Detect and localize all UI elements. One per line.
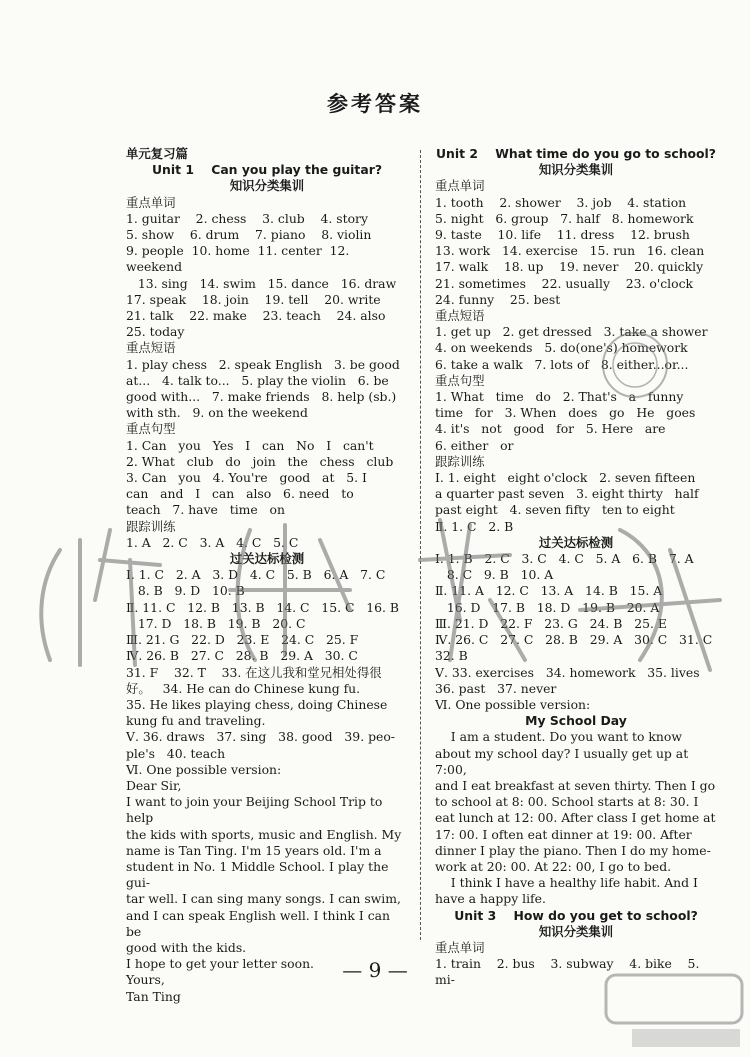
left-text-line: Ⅰ. 1. C 2. A 3. D 4. C 5. B 6. A 7. C: [126, 567, 386, 583]
right-text-line: Ⅰ. 1. B 2. C 3. C 4. C 5. A 6. B 7. A: [435, 551, 694, 567]
left-text-line: 跟踪训练: [126, 518, 176, 534]
left-text-line: 重点单词: [126, 194, 176, 210]
left-text-line: 好。 34. He can do Chinese kung fu.: [126, 680, 361, 696]
right-text-line: Ⅳ. 26. C 27. C 28. B 29. A 30. C 31. C: [435, 632, 713, 648]
right-text-line: Ⅵ. One possible version:: [435, 696, 591, 712]
left-text-line: Dear Sir,: [126, 777, 182, 793]
right-text-line: 重点句型: [435, 372, 485, 388]
left-text-line: Ⅵ. One possible version:: [126, 761, 282, 777]
right-text-line: 32. B: [435, 648, 468, 664]
right-text-line: 36. past 37. never: [435, 680, 557, 696]
right-text-line: I think I have a healthy life habit. And I: [435, 875, 698, 891]
page-title: 参考答案: [327, 92, 423, 116]
left-text-line: Ⅲ. 21. G 22. D 23. E 24. C 25. F: [126, 632, 359, 648]
left-text-line: good with the kids.: [126, 939, 247, 955]
right-text-line: 1. get up 2. get dressed 3. take a shower: [435, 324, 708, 340]
left-text-line: 17. speak 18. join 19. tell 20. write: [126, 291, 381, 307]
right-text-line: 知识分类集训: [538, 923, 614, 939]
right-text-line: Ⅱ. 11. A 12. C 13. A 14. B 15. A: [435, 583, 663, 599]
right-text-line: 6. take a walk 7. lots of 8. either...or...: [435, 356, 689, 372]
left-text-line: 重点短语: [126, 340, 176, 356]
right-text-line: Ⅴ. 33. exercises 34. homework 35. lives: [435, 664, 700, 680]
left-text-line: kung fu and traveling.: [126, 713, 266, 729]
left-text-line: 17. D 18. B 19. B 20. C: [126, 615, 306, 631]
left-text-line: 13. sing 14. swim 15. dance 16. draw: [126, 275, 397, 291]
left-text-line: can and I can also 6. need to: [126, 486, 354, 502]
right-text-line: 1. tooth 2. shower 3. job 4. station: [435, 194, 687, 210]
right-text-line: Unit 2 What time do you go to school?: [436, 146, 716, 161]
left-text-line: student in No. 1 Middle School. I play the gui-: [126, 858, 393, 891]
right-text-line: 重点单词: [435, 178, 485, 194]
right-text-line: 1. What time do 2. That's a funny: [435, 389, 684, 405]
left-text-line: Unit 1 Can you play the guitar?: [151, 162, 383, 178]
right-text-line: 4. on weekends 5. do(one's) homework: [435, 340, 688, 356]
right-text-line: 8. C 9. B 10. A: [435, 567, 554, 583]
left-text-line: 1. guitar 2. chess 3. club 4. story: [126, 210, 368, 226]
right-column: [435, 146, 717, 989]
left-text-line: Ⅱ. 11. C 12. B 13. B 14. C 15. C 16. B: [126, 599, 399, 615]
left-text-line: teach 7. have time on: [126, 502, 285, 518]
left-text-line: 21. talk 22. make 23. teach 24. also: [126, 308, 386, 324]
left-text-line: 9. people 10. home 11. center 12. weekend: [126, 243, 354, 275]
right-text-line: time for 3. When does go He goes: [435, 405, 696, 421]
left-text-line: with sth. 9. on the weekend: [126, 405, 308, 421]
left-text-line: and I can speak English well. I think I can be: [126, 907, 394, 939]
right-text-line: have a happy life.: [435, 891, 546, 907]
right-text-line: 5. night 6. group 7. half 8. homework: [435, 210, 694, 226]
left-text-line: 过关达标检测: [229, 551, 305, 567]
right-text-line: eat lunch at 12: 00. After class I get home at: [435, 810, 716, 826]
left-text-line: 31. F 32. T 33. 在这儿我和堂兄相处得很: [126, 664, 382, 680]
left-text-line: 知识分类集训: [229, 178, 305, 194]
left-text-line: name is Tan Ting. I'm 15 years old. I'm a: [126, 842, 382, 858]
left-text-line: tar well. I can sing many songs. I can swim,: [126, 891, 401, 907]
right-text-line: Ⅰ. 1. eight eight o'clock 2. seven fifteen: [435, 470, 696, 486]
left-text-line: 5. show 6. drum 7. piano 8. violin: [126, 227, 372, 243]
left-text-line: 1. play chess 2. speak English 3. be good: [126, 356, 400, 372]
right-text-line: a quarter past seven 3. eight thirty half: [435, 486, 699, 502]
left-text-line: Ⅴ. 36. draws 37. sing 38. good 39. peo-: [126, 729, 395, 745]
left-text-line: 单元复习篇: [126, 146, 188, 161]
left-text-line: Yours,: [126, 972, 165, 988]
left-text-line: 2. What club do join the chess club: [126, 453, 394, 469]
right-text-line: 6. either or: [435, 437, 514, 453]
right-text-line: 重点短语: [435, 308, 485, 324]
left-text-line: 25. today: [126, 324, 185, 340]
left-text-line: 1. A 2. C 3. A 4. C 5. C: [126, 534, 299, 550]
right-text-line: 17. walk 18. up 19. never 20. quickly: [435, 259, 704, 275]
left-text-line: ple's 40. teach: [126, 745, 226, 761]
right-text-line: 16. D 17. B 18. D 19. B 20. A: [435, 599, 660, 615]
left-text-line: Ⅳ. 26. B 27. C 28. B 29. A 30. C: [126, 648, 358, 664]
right-text-line: 跟踪训练: [435, 453, 485, 469]
left-text-line: the kids with sports, music and English. My: [126, 826, 402, 842]
right-text-line: 17: 00. I often eat dinner at 19: 00. After: [435, 826, 692, 842]
right-text-line: 1. train 2. bus 3. subway 4. bike 5. mi-: [435, 956, 704, 988]
right-text-line: about my school day? I usually get up at 7:00,: [435, 745, 693, 777]
left-text-line: Tan Ting: [126, 988, 181, 1004]
right-text-line: past eight 4. seven fifty ten to eight: [435, 502, 675, 518]
left-text-line: 1. Can you Yes I can No I can't: [126, 437, 374, 453]
left-text-line: I hope to get your letter soon.: [126, 956, 314, 972]
right-text-line: 知识分类集训: [538, 162, 614, 178]
right-text-line: 24. funny 25. best: [435, 291, 561, 307]
right-text-line: 4. it's not good for 5. Here are: [435, 421, 666, 437]
left-text-line: 8. B 9. D 10. B: [126, 583, 245, 599]
right-text-line: 过关达标检测: [538, 534, 614, 550]
mxqe-logo: [604, 971, 744, 1051]
right-text-line: Ⅱ. 1. C 2. B: [435, 518, 514, 534]
right-text-line: and I eat breakfast at seven thirty. Then I go: [435, 777, 716, 793]
right-text-line: Unit 3 How do you get to school?: [454, 907, 698, 923]
left-text-line: at... 4. talk to... 5. play the violin 6. be: [126, 372, 389, 388]
page-number: — 9 —: [342, 958, 408, 982]
right-text-line: Ⅲ. 21. D 22. F 23. G 24. B 25. E: [435, 615, 667, 631]
right-text-line: My School Day: [525, 713, 627, 729]
right-text-line: work at 20: 00. At 22: 00, I go to bed.: [435, 858, 672, 874]
left-text-line: 35. He likes playing chess, doing Chinese: [126, 696, 388, 712]
right-text-line: 重点单词: [435, 939, 485, 955]
left-text-line: good with... 7. make friends 8. help (sb.): [126, 389, 397, 405]
right-text-line: I am a student. Do you want to know: [435, 729, 682, 745]
column-divider: [420, 150, 421, 940]
left-text-line: 3. Can you 4. You're good at 5. I: [126, 470, 367, 486]
right-text-line: dinner I play the piano. Then I do my home-: [435, 842, 711, 858]
right-text-line: 21. sometimes 22. usually 23. o'clock: [435, 275, 694, 291]
left-column: [126, 146, 408, 1005]
left-text-line: 重点句型: [126, 421, 176, 437]
right-text-line: to school at 8: 00. School starts at 8: 30. I: [435, 794, 699, 810]
left-text-line: I want to join your Beijing School Trip to help: [126, 794, 387, 826]
right-text-line: 9. taste 10. life 11. dress 12. brush: [435, 227, 690, 243]
right-text-line: 13. work 14. exercise 15. run 16. clean: [435, 243, 705, 259]
